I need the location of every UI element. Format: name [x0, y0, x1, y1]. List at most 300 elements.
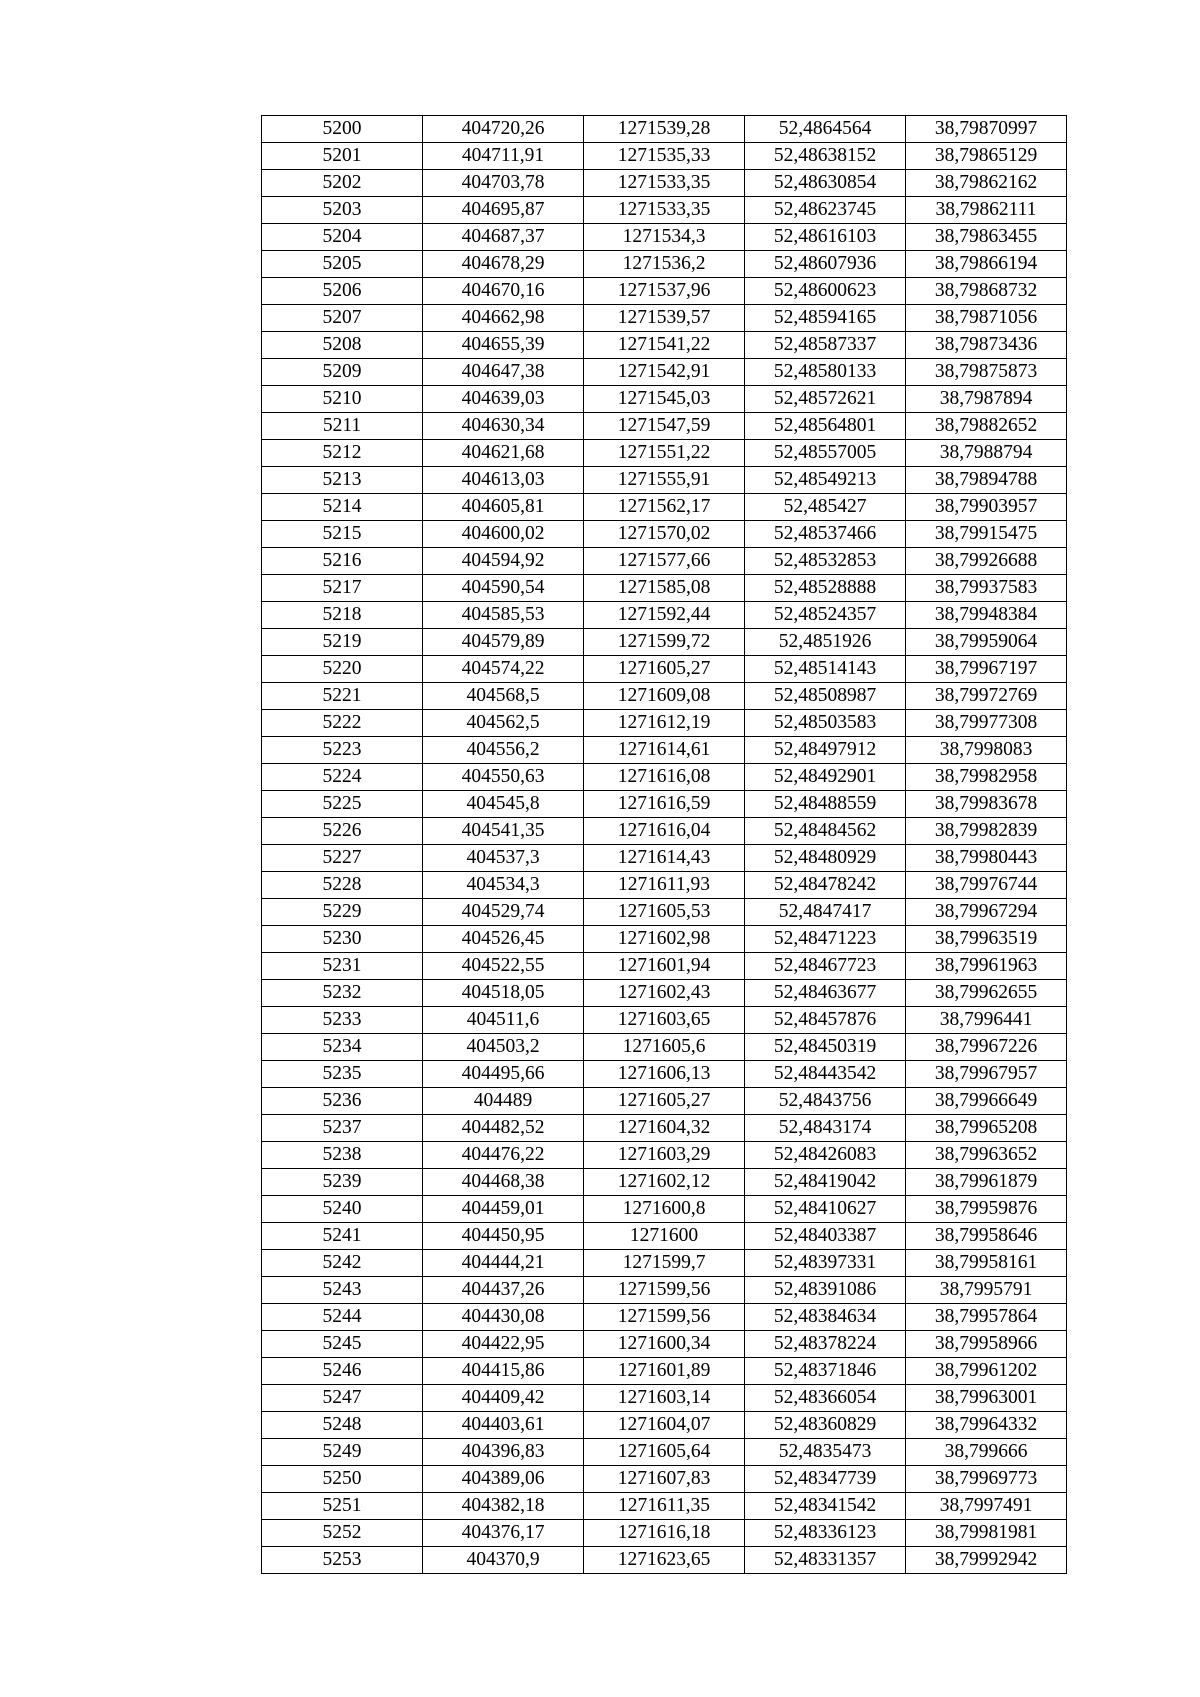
latitude-cell: 52,48397331: [745, 1250, 906, 1277]
y-coordinate-cell: 1271609,08: [584, 683, 745, 710]
longitude-cell: 38,79961963: [906, 953, 1067, 980]
x-coordinate-cell: 404541,35: [423, 818, 584, 845]
y-coordinate-cell: 1271599,56: [584, 1304, 745, 1331]
longitude-cell: 38,79976744: [906, 872, 1067, 899]
x-coordinate-cell: 404396,83: [423, 1439, 584, 1466]
point-number-cell: 5220: [262, 656, 423, 683]
longitude-cell: 38,79972769: [906, 683, 1067, 710]
x-coordinate-cell: 404662,98: [423, 305, 584, 332]
point-number-cell: 5244: [262, 1304, 423, 1331]
longitude-cell: 38,79868732: [906, 278, 1067, 305]
x-coordinate-cell: 404655,39: [423, 332, 584, 359]
point-number-cell: 5245: [262, 1331, 423, 1358]
table-row: [262, 953, 1067, 980]
x-coordinate-cell: 404370,9: [423, 1547, 584, 1574]
longitude-cell: 38,79915475: [906, 521, 1067, 548]
point-number-cell: 5228: [262, 872, 423, 899]
y-coordinate-cell: 1271601,89: [584, 1358, 745, 1385]
longitude-cell: 38,7997491: [906, 1493, 1067, 1520]
y-coordinate-cell: 1271600,34: [584, 1331, 745, 1358]
x-coordinate-cell: 404518,05: [423, 980, 584, 1007]
latitude-cell: 52,48616103: [745, 224, 906, 251]
x-coordinate-cell: 404695,87: [423, 197, 584, 224]
table-row: [262, 278, 1067, 305]
x-coordinate-cell: 404639,03: [423, 386, 584, 413]
table-row: [262, 1007, 1067, 1034]
y-coordinate-cell: 1271599,72: [584, 629, 745, 656]
table-row: [262, 1358, 1067, 1385]
y-coordinate-cell: 1271606,13: [584, 1061, 745, 1088]
point-number-cell: 5234: [262, 1034, 423, 1061]
latitude-cell: 52,48347739: [745, 1466, 906, 1493]
longitude-cell: 38,79980443: [906, 845, 1067, 872]
y-coordinate-cell: 1271605,6: [584, 1034, 745, 1061]
y-coordinate-cell: 1271623,65: [584, 1547, 745, 1574]
longitude-cell: 38,79882652: [906, 413, 1067, 440]
y-coordinate-cell: 1271616,04: [584, 818, 745, 845]
latitude-cell: 52,4864564: [745, 116, 906, 143]
point-number-cell: 5226: [262, 818, 423, 845]
y-coordinate-cell: 1271577,66: [584, 548, 745, 575]
latitude-cell: 52,48478242: [745, 872, 906, 899]
latitude-cell: 52,48467723: [745, 953, 906, 980]
longitude-cell: 38,79865129: [906, 143, 1067, 170]
y-coordinate-cell: 1271535,33: [584, 143, 745, 170]
table-row: [262, 845, 1067, 872]
table-row: [262, 872, 1067, 899]
point-number-cell: 5212: [262, 440, 423, 467]
latitude-cell: 52,48587337: [745, 332, 906, 359]
longitude-cell: 38,79958646: [906, 1223, 1067, 1250]
y-coordinate-cell: 1271534,3: [584, 224, 745, 251]
y-coordinate-cell: 1271605,53: [584, 899, 745, 926]
longitude-cell: 38,79871056: [906, 305, 1067, 332]
latitude-cell: 52,48572621: [745, 386, 906, 413]
table-row: [262, 170, 1067, 197]
point-number-cell: 5218: [262, 602, 423, 629]
x-coordinate-cell: 404437,26: [423, 1277, 584, 1304]
point-number-cell: 5242: [262, 1250, 423, 1277]
longitude-cell: 38,79862162: [906, 170, 1067, 197]
latitude-cell: 52,48488559: [745, 791, 906, 818]
y-coordinate-cell: 1271537,96: [584, 278, 745, 305]
point-number-cell: 5216: [262, 548, 423, 575]
table-row: [262, 629, 1067, 656]
latitude-cell: 52,48638152: [745, 143, 906, 170]
point-number-cell: 5227: [262, 845, 423, 872]
longitude-cell: 38,79963519: [906, 926, 1067, 953]
x-coordinate-cell: 404600,02: [423, 521, 584, 548]
point-number-cell: 5209: [262, 359, 423, 386]
latitude-cell: 52,48564801: [745, 413, 906, 440]
point-number-cell: 5246: [262, 1358, 423, 1385]
longitude-cell: 38,79966649: [906, 1088, 1067, 1115]
y-coordinate-cell: 1271600,8: [584, 1196, 745, 1223]
coordinates-table: [261, 115, 1067, 1574]
longitude-cell: 38,79963001: [906, 1385, 1067, 1412]
x-coordinate-cell: 404450,95: [423, 1223, 584, 1250]
table-row: [262, 521, 1067, 548]
point-number-cell: 5214: [262, 494, 423, 521]
table-row: [262, 1493, 1067, 1520]
point-number-cell: 5221: [262, 683, 423, 710]
y-coordinate-cell: 1271533,35: [584, 170, 745, 197]
latitude-cell: 52,4835473: [745, 1439, 906, 1466]
y-coordinate-cell: 1271545,03: [584, 386, 745, 413]
latitude-cell: 52,48524357: [745, 602, 906, 629]
latitude-cell: 52,48336123: [745, 1520, 906, 1547]
latitude-cell: 52,4843756: [745, 1088, 906, 1115]
latitude-cell: 52,4843174: [745, 1115, 906, 1142]
latitude-cell: 52,48403387: [745, 1223, 906, 1250]
longitude-cell: 38,79959876: [906, 1196, 1067, 1223]
point-number-cell: 5232: [262, 980, 423, 1007]
x-coordinate-cell: 404579,89: [423, 629, 584, 656]
table-row: [262, 1196, 1067, 1223]
x-coordinate-cell: 404529,74: [423, 899, 584, 926]
point-number-cell: 5205: [262, 251, 423, 278]
point-number-cell: 5252: [262, 1520, 423, 1547]
latitude-cell: 52,48497912: [745, 737, 906, 764]
y-coordinate-cell: 1271562,17: [584, 494, 745, 521]
point-number-cell: 5238: [262, 1142, 423, 1169]
table-row: [262, 1223, 1067, 1250]
latitude-cell: 52,48484562: [745, 818, 906, 845]
table-row: [262, 899, 1067, 926]
latitude-cell: 52,485427: [745, 494, 906, 521]
x-coordinate-cell: 404534,3: [423, 872, 584, 899]
x-coordinate-cell: 404415,86: [423, 1358, 584, 1385]
latitude-cell: 52,48503583: [745, 710, 906, 737]
x-coordinate-cell: 404526,45: [423, 926, 584, 953]
longitude-cell: 38,799666: [906, 1439, 1067, 1466]
table-row: [262, 440, 1067, 467]
longitude-cell: 38,79967294: [906, 899, 1067, 926]
longitude-cell: 38,7998083: [906, 737, 1067, 764]
longitude-cell: 38,79903957: [906, 494, 1067, 521]
point-number-cell: 5240: [262, 1196, 423, 1223]
y-coordinate-cell: 1271539,28: [584, 116, 745, 143]
longitude-cell: 38,79964332: [906, 1412, 1067, 1439]
y-coordinate-cell: 1271614,43: [584, 845, 745, 872]
table-row: [262, 332, 1067, 359]
x-coordinate-cell: 404495,66: [423, 1061, 584, 1088]
latitude-cell: 52,48630854: [745, 170, 906, 197]
y-coordinate-cell: 1271611,93: [584, 872, 745, 899]
latitude-cell: 52,48426083: [745, 1142, 906, 1169]
y-coordinate-cell: 1271555,91: [584, 467, 745, 494]
x-coordinate-cell: 404522,55: [423, 953, 584, 980]
point-number-cell: 5233: [262, 1007, 423, 1034]
point-number-cell: 5253: [262, 1547, 423, 1574]
longitude-cell: 38,79937583: [906, 575, 1067, 602]
table-row: [262, 359, 1067, 386]
y-coordinate-cell: 1271616,08: [584, 764, 745, 791]
point-number-cell: 5202: [262, 170, 423, 197]
latitude-cell: 52,48450319: [745, 1034, 906, 1061]
point-number-cell: 5210: [262, 386, 423, 413]
latitude-cell: 52,48600623: [745, 278, 906, 305]
x-coordinate-cell: 404422,95: [423, 1331, 584, 1358]
y-coordinate-cell: 1271599,56: [584, 1277, 745, 1304]
x-coordinate-cell: 404444,21: [423, 1250, 584, 1277]
longitude-cell: 38,79982839: [906, 818, 1067, 845]
point-number-cell: 5206: [262, 278, 423, 305]
latitude-cell: 52,48528888: [745, 575, 906, 602]
x-coordinate-cell: 404594,92: [423, 548, 584, 575]
latitude-cell: 52,48331357: [745, 1547, 906, 1574]
x-coordinate-cell: 404711,91: [423, 143, 584, 170]
latitude-cell: 52,48410627: [745, 1196, 906, 1223]
longitude-cell: 38,79957864: [906, 1304, 1067, 1331]
table-row: [262, 467, 1067, 494]
latitude-cell: 52,48580133: [745, 359, 906, 386]
latitude-cell: 52,48457876: [745, 1007, 906, 1034]
point-number-cell: 5223: [262, 737, 423, 764]
latitude-cell: 52,48384634: [745, 1304, 906, 1331]
longitude-cell: 38,79983678: [906, 791, 1067, 818]
latitude-cell: 52,48514143: [745, 656, 906, 683]
y-coordinate-cell: 1271612,19: [584, 710, 745, 737]
table-row: [262, 1115, 1067, 1142]
point-number-cell: 5222: [262, 710, 423, 737]
y-coordinate-cell: 1271614,61: [584, 737, 745, 764]
table-row: [262, 791, 1067, 818]
table-row: [262, 1142, 1067, 1169]
longitude-cell: 38,79963652: [906, 1142, 1067, 1169]
point-number-cell: 5235: [262, 1061, 423, 1088]
x-coordinate-cell: 404720,26: [423, 116, 584, 143]
longitude-cell: 38,79948384: [906, 602, 1067, 629]
point-number-cell: 5249: [262, 1439, 423, 1466]
latitude-cell: 52,48366054: [745, 1385, 906, 1412]
y-coordinate-cell: 1271611,35: [584, 1493, 745, 1520]
longitude-cell: 38,79866194: [906, 251, 1067, 278]
x-coordinate-cell: 404511,6: [423, 1007, 584, 1034]
y-coordinate-cell: 1271533,35: [584, 197, 745, 224]
longitude-cell: 38,79965208: [906, 1115, 1067, 1142]
x-coordinate-cell: 404605,81: [423, 494, 584, 521]
y-coordinate-cell: 1271570,02: [584, 521, 745, 548]
latitude-cell: 52,48607936: [745, 251, 906, 278]
latitude-cell: 52,48378224: [745, 1331, 906, 1358]
longitude-cell: 38,79958966: [906, 1331, 1067, 1358]
latitude-cell: 52,48480929: [745, 845, 906, 872]
point-number-cell: 5213: [262, 467, 423, 494]
x-coordinate-cell: 404550,63: [423, 764, 584, 791]
y-coordinate-cell: 1271616,18: [584, 1520, 745, 1547]
table-row: [262, 926, 1067, 953]
point-number-cell: 5224: [262, 764, 423, 791]
y-coordinate-cell: 1271603,14: [584, 1385, 745, 1412]
point-number-cell: 5231: [262, 953, 423, 980]
table-row: [262, 1547, 1067, 1574]
longitude-cell: 38,7987894: [906, 386, 1067, 413]
latitude-cell: 52,48537466: [745, 521, 906, 548]
x-coordinate-cell: 404647,38: [423, 359, 584, 386]
latitude-cell: 52,48371846: [745, 1358, 906, 1385]
table-row: [262, 1520, 1067, 1547]
longitude-cell: 38,7988794: [906, 440, 1067, 467]
y-coordinate-cell: 1271585,08: [584, 575, 745, 602]
point-number-cell: 5251: [262, 1493, 423, 1520]
table-row: [262, 494, 1067, 521]
longitude-cell: 38,79992942: [906, 1547, 1067, 1574]
x-coordinate-cell: 404403,61: [423, 1412, 584, 1439]
longitude-cell: 38,79959064: [906, 629, 1067, 656]
x-coordinate-cell: 404670,16: [423, 278, 584, 305]
x-coordinate-cell: 404468,38: [423, 1169, 584, 1196]
latitude-cell: 52,48532853: [745, 548, 906, 575]
latitude-cell: 52,48443542: [745, 1061, 906, 1088]
table-row: [262, 575, 1067, 602]
x-coordinate-cell: 404537,3: [423, 845, 584, 872]
longitude-cell: 38,79981981: [906, 1520, 1067, 1547]
point-number-cell: 5243: [262, 1277, 423, 1304]
table-row: [262, 1385, 1067, 1412]
table-row: [262, 197, 1067, 224]
point-number-cell: 5217: [262, 575, 423, 602]
point-number-cell: 5204: [262, 224, 423, 251]
longitude-cell: 38,79961202: [906, 1358, 1067, 1385]
table-row: [262, 1088, 1067, 1115]
table-row: [262, 1250, 1067, 1277]
latitude-cell: 52,4851926: [745, 629, 906, 656]
table-row: [262, 980, 1067, 1007]
longitude-cell: 38,79958161: [906, 1250, 1067, 1277]
x-coordinate-cell: 404376,17: [423, 1520, 584, 1547]
y-coordinate-cell: 1271603,65: [584, 1007, 745, 1034]
latitude-cell: 52,48508987: [745, 683, 906, 710]
point-number-cell: 5237: [262, 1115, 423, 1142]
x-coordinate-cell: 404613,03: [423, 467, 584, 494]
table-row: [262, 548, 1067, 575]
y-coordinate-cell: 1271542,91: [584, 359, 745, 386]
x-coordinate-cell: 404556,2: [423, 737, 584, 764]
x-coordinate-cell: 404562,5: [423, 710, 584, 737]
longitude-cell: 38,79967197: [906, 656, 1067, 683]
table-row: [262, 656, 1067, 683]
y-coordinate-cell: 1271602,98: [584, 926, 745, 953]
x-coordinate-cell: 404630,34: [423, 413, 584, 440]
table-row: [262, 1331, 1067, 1358]
x-coordinate-cell: 404459,01: [423, 1196, 584, 1223]
longitude-cell: 38,79873436: [906, 332, 1067, 359]
latitude-cell: 52,48549213: [745, 467, 906, 494]
x-coordinate-cell: 404476,22: [423, 1142, 584, 1169]
longitude-cell: 38,79926688: [906, 548, 1067, 575]
y-coordinate-cell: 1271541,22: [584, 332, 745, 359]
point-number-cell: 5225: [262, 791, 423, 818]
table-row: [262, 1439, 1067, 1466]
y-coordinate-cell: 1271536,2: [584, 251, 745, 278]
longitude-cell: 38,79969773: [906, 1466, 1067, 1493]
x-coordinate-cell: 404503,2: [423, 1034, 584, 1061]
x-coordinate-cell: 404621,68: [423, 440, 584, 467]
table-row: [262, 116, 1067, 143]
longitude-cell: 38,79862111: [906, 197, 1067, 224]
y-coordinate-cell: 1271605,27: [584, 1088, 745, 1115]
latitude-cell: 52,48419042: [745, 1169, 906, 1196]
y-coordinate-cell: 1271602,43: [584, 980, 745, 1007]
x-coordinate-cell: 404590,54: [423, 575, 584, 602]
longitude-cell: 38,79962655: [906, 980, 1067, 1007]
table-row: [262, 710, 1067, 737]
table-row: [262, 224, 1067, 251]
point-number-cell: 5200: [262, 116, 423, 143]
y-coordinate-cell: 1271592,44: [584, 602, 745, 629]
table-row: [262, 1169, 1067, 1196]
latitude-cell: 52,48471223: [745, 926, 906, 953]
y-coordinate-cell: 1271607,83: [584, 1466, 745, 1493]
longitude-cell: 38,79982958: [906, 764, 1067, 791]
table-row: [262, 305, 1067, 332]
y-coordinate-cell: 1271602,12: [584, 1169, 745, 1196]
x-coordinate-cell: 404489: [423, 1088, 584, 1115]
x-coordinate-cell: 404482,52: [423, 1115, 584, 1142]
y-coordinate-cell: 1271551,22: [584, 440, 745, 467]
table-row: [262, 737, 1067, 764]
x-coordinate-cell: 404678,29: [423, 251, 584, 278]
table-row: [262, 683, 1067, 710]
latitude-cell: 52,48391086: [745, 1277, 906, 1304]
latitude-cell: 52,48594165: [745, 305, 906, 332]
y-coordinate-cell: 1271601,94: [584, 953, 745, 980]
x-coordinate-cell: 404430,08: [423, 1304, 584, 1331]
y-coordinate-cell: 1271547,59: [584, 413, 745, 440]
latitude-cell: 52,4847417: [745, 899, 906, 926]
point-number-cell: 5203: [262, 197, 423, 224]
x-coordinate-cell: 404382,18: [423, 1493, 584, 1520]
x-coordinate-cell: 404568,5: [423, 683, 584, 710]
longitude-cell: 38,79875873: [906, 359, 1067, 386]
point-number-cell: 5230: [262, 926, 423, 953]
x-coordinate-cell: 404687,37: [423, 224, 584, 251]
latitude-cell: 52,48341542: [745, 1493, 906, 1520]
y-coordinate-cell: 1271539,57: [584, 305, 745, 332]
coordinates-table-body: [262, 116, 1067, 1574]
longitude-cell: 38,7995791: [906, 1277, 1067, 1304]
table-row: [262, 1061, 1067, 1088]
point-number-cell: 5215: [262, 521, 423, 548]
longitude-cell: 38,79977308: [906, 710, 1067, 737]
longitude-cell: 38,79894788: [906, 467, 1067, 494]
x-coordinate-cell: 404574,22: [423, 656, 584, 683]
latitude-cell: 52,48492901: [745, 764, 906, 791]
x-coordinate-cell: 404409,42: [423, 1385, 584, 1412]
table-row: [262, 818, 1067, 845]
x-coordinate-cell: 404703,78: [423, 170, 584, 197]
point-number-cell: 5239: [262, 1169, 423, 1196]
y-coordinate-cell: 1271600: [584, 1223, 745, 1250]
x-coordinate-cell: 404545,8: [423, 791, 584, 818]
table-row: [262, 1277, 1067, 1304]
y-coordinate-cell: 1271604,07: [584, 1412, 745, 1439]
table-row: [262, 1034, 1067, 1061]
longitude-cell: 38,79967957: [906, 1061, 1067, 1088]
point-number-cell: 5201: [262, 143, 423, 170]
table-row: [262, 251, 1067, 278]
longitude-cell: 38,79863455: [906, 224, 1067, 251]
table-row: [262, 1412, 1067, 1439]
x-coordinate-cell: 404389,06: [423, 1466, 584, 1493]
latitude-cell: 52,48623745: [745, 197, 906, 224]
longitude-cell: 38,79870997: [906, 116, 1067, 143]
point-number-cell: 5236: [262, 1088, 423, 1115]
latitude-cell: 52,48360829: [745, 1412, 906, 1439]
point-number-cell: 5241: [262, 1223, 423, 1250]
y-coordinate-cell: 1271599,7: [584, 1250, 745, 1277]
